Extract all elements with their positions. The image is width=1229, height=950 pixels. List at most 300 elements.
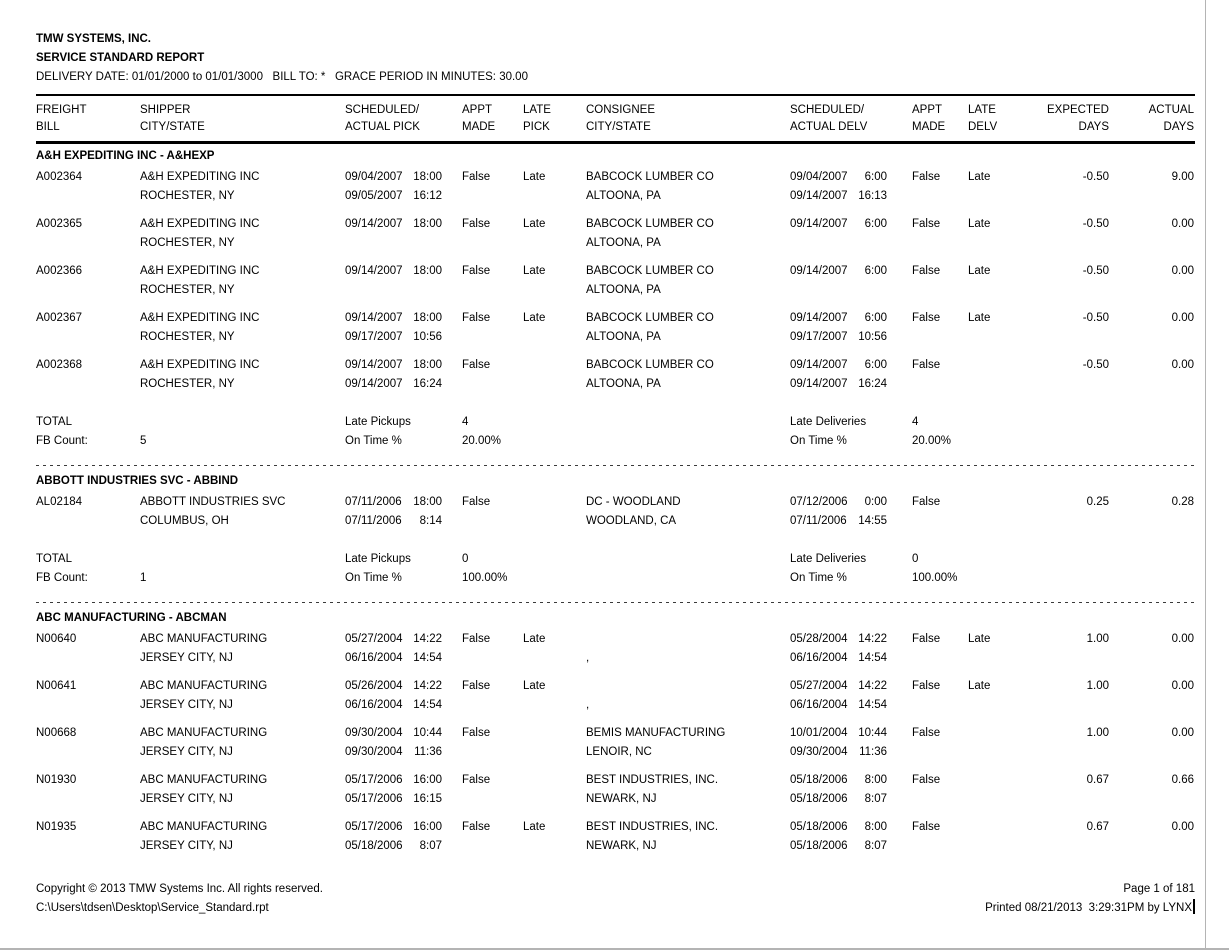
time-value: 16:24: [413, 378, 442, 390]
late-delv-cell: [968, 215, 1030, 253]
expected-days: 0.67: [1086, 774, 1109, 786]
delv-appt-made: False: [912, 496, 941, 508]
pick-dates-cell: [345, 677, 462, 715]
time-value: 16:13: [858, 190, 887, 202]
blank: [1030, 837, 1109, 856]
report-body: [36, 148, 1195, 856]
scheduled-delv: [790, 818, 912, 837]
expected-days: 1.00: [1086, 727, 1109, 739]
pick-dates-cell: [345, 818, 462, 856]
late-delv: Late: [968, 218, 991, 230]
scheduled-pick: [345, 168, 462, 187]
blank: [912, 743, 968, 762]
consignee-city-state: LENOIR, NC: [586, 746, 652, 758]
delv-on-time-label: On Time %: [790, 435, 847, 447]
time-value: 14:54: [413, 699, 442, 711]
page-number: Page 1 of 181: [1123, 883, 1195, 895]
date-value: 10/01/2004: [790, 727, 848, 739]
actual-delv: [790, 187, 912, 206]
actual-days: 0.00: [1171, 727, 1194, 739]
blank: [968, 187, 1030, 206]
actual-pick: [345, 512, 462, 531]
table-row: [36, 493, 1195, 531]
blank: [912, 187, 968, 206]
shipper-name: A&H EXPEDITING INC: [140, 265, 260, 277]
freight-bill-cell: [36, 630, 140, 668]
column-header-3: [345, 102, 462, 136]
pick-appt-made: False: [462, 312, 491, 324]
pick-on-time-label: On Time %: [345, 572, 402, 584]
actual-days: 0.28: [1171, 496, 1194, 508]
time-value: 14:54: [858, 699, 887, 711]
actual-pick: [345, 743, 462, 762]
column-header-line2: CITY/STATE: [586, 121, 651, 133]
actual-pick: [345, 696, 462, 715]
blank: [523, 837, 586, 856]
consignee-city-state: ALTOONA, PA: [586, 284, 661, 296]
late-delv: Late: [968, 265, 991, 277]
blank: [968, 790, 1030, 809]
table-row: [36, 771, 1195, 809]
blank: [912, 375, 968, 394]
column-header-2: [140, 102, 345, 136]
blank: [36, 375, 140, 394]
shipper-name: ABC MANUFACTURING: [140, 821, 268, 833]
actual-delv: [790, 328, 912, 347]
consignee-cell: [586, 309, 790, 347]
freight-bill-cell: [36, 215, 140, 253]
late-delv-cell: [968, 771, 1030, 809]
freight-bill: A002366: [36, 265, 83, 277]
freight-bill: N00640: [36, 633, 77, 645]
table-row: [36, 356, 1195, 394]
time-value: 8:00: [864, 774, 887, 786]
blank: [912, 328, 968, 347]
time-value: 14:54: [858, 652, 887, 664]
blank: [1030, 743, 1109, 762]
actual-days-cell: [1110, 493, 1195, 531]
blank: [968, 281, 1030, 300]
late-delv: Late: [968, 680, 991, 692]
blank: [462, 649, 523, 668]
fb-count-value: 5: [140, 435, 147, 447]
expected-days: 1.00: [1086, 680, 1109, 692]
delv-dates-cell: [790, 493, 912, 531]
shipper-name: ABBOTT INDUSTRIES SVC: [140, 496, 286, 508]
column-header-line1: SCHEDULED/: [790, 104, 865, 116]
shipper-cell: [140, 309, 345, 347]
time-value: 16:12: [413, 190, 442, 202]
page-edge-right: [1205, 0, 1206, 950]
late-delv-cell: [968, 677, 1030, 715]
actual-days-cell: [1110, 168, 1195, 206]
actual-pick: [345, 649, 462, 668]
expected-days-cell: [1030, 215, 1110, 253]
scheduled-delv: [790, 771, 912, 790]
column-header-line1: ACTUAL: [1148, 104, 1194, 116]
shipper-cell: [140, 493, 345, 531]
actual-days-cell: [1110, 630, 1195, 668]
blank: [1030, 512, 1109, 531]
blank: [1110, 790, 1194, 809]
group-divider: [36, 465, 1195, 466]
consignee-name: DC - WOODLAND: [586, 496, 681, 508]
footer-right: [985, 880, 1195, 918]
date-value: 06/16/2004: [345, 652, 403, 664]
column-header-line2: DAYS: [1163, 121, 1194, 133]
blank: [36, 328, 140, 347]
date-value: 07/11/2006: [345, 496, 402, 508]
actual-delv: [790, 375, 912, 394]
column-header-5: [523, 102, 586, 136]
time-value: 6:00: [864, 218, 887, 230]
column-header-line1: LATE: [968, 104, 996, 116]
time-value: 18:00: [413, 312, 442, 324]
delv-appt-made: False: [912, 218, 941, 230]
expected-days-cell: [1030, 262, 1110, 300]
actual-days: 0.00: [1171, 680, 1194, 692]
total-label: TOTAL: [36, 416, 72, 428]
delv-appt-cell: [912, 215, 968, 253]
pick-appt-cell: [462, 630, 523, 668]
blank: [1030, 790, 1109, 809]
scheduled-pick: [345, 309, 462, 328]
blank: [1030, 328, 1109, 347]
shipper-cell: [140, 356, 345, 394]
blank: [968, 696, 1030, 715]
consignee-city-state: ALTOONA, PA: [586, 237, 661, 249]
consignee-cell: [586, 724, 790, 762]
late-delv: [968, 771, 1030, 790]
time-value: 0:00: [864, 496, 887, 508]
date-value: 09/14/2007: [790, 265, 848, 277]
consignee-name: BEST INDUSTRIES, INC.: [586, 774, 719, 786]
delv-appt-cell: [912, 771, 968, 809]
pick-appt-made: False: [462, 774, 491, 786]
table-row: [36, 309, 1195, 347]
delv-appt-cell: [912, 262, 968, 300]
date-value: 05/27/2004: [790, 680, 848, 692]
scheduled-delv: [790, 724, 912, 743]
time-value: 6:00: [864, 265, 887, 277]
column-header-9: [968, 102, 1030, 136]
consignee-cell: [586, 262, 790, 300]
time-value: 6:00: [864, 312, 887, 324]
column-header-line2: MADE: [462, 121, 496, 133]
delv-appt-cell: [912, 493, 968, 531]
late-delv: [968, 724, 1030, 743]
blank: [1110, 512, 1194, 531]
time-value: 18:00: [413, 265, 442, 277]
expected-days-cell: [1030, 818, 1110, 856]
pick-dates-cell: [345, 215, 462, 253]
date-value: 09/14/2007: [345, 218, 403, 230]
actual-days-cell: [1110, 818, 1195, 856]
scheduled-delv: [790, 493, 912, 512]
date-value: 09/04/2007: [790, 171, 848, 183]
late-delv-cell: [968, 724, 1030, 762]
actual-days-cell: [1110, 262, 1195, 300]
blank: [968, 837, 1030, 856]
time-value: 8:00: [864, 821, 887, 833]
group-header: A&H EXPEDITING INC - A&HEXP: [36, 150, 215, 162]
late-delv: Late: [968, 312, 991, 324]
group-total: [36, 413, 1195, 451]
time-value: 10:56: [413, 331, 442, 343]
late-delv-cell: [968, 168, 1030, 206]
freight-bill: A002364: [36, 171, 83, 183]
expected-days-cell: [1030, 493, 1110, 531]
time-value: 11:36: [414, 746, 442, 758]
scheduled-pick: [345, 356, 462, 375]
late-deliveries-label: Late Deliveries: [790, 553, 867, 565]
time-value: 16:00: [413, 774, 442, 786]
delv-appt-cell: [912, 818, 968, 856]
actual-pick: [345, 328, 462, 347]
fb-count-label: FB Count:: [36, 435, 88, 447]
late-pick: Late: [523, 265, 546, 277]
consignee-name: BABCOCK LUMBER CO: [586, 218, 714, 230]
actual-days: 9.00: [1171, 171, 1194, 183]
scheduled-delv: [790, 262, 912, 281]
column-header-line1: FREIGHT: [36, 104, 87, 116]
late-delv-cell: [968, 356, 1030, 394]
pick-on-time-value: 20.00%: [462, 435, 502, 447]
shipper-cell: [140, 168, 345, 206]
pick-dates-cell: [345, 630, 462, 668]
consignee-city-state: ALTOONA, PA: [586, 331, 661, 343]
blank: [1110, 375, 1194, 394]
late-pick-cell: [523, 818, 586, 856]
actual-delv: [790, 837, 912, 856]
actual-days-cell: [1110, 309, 1195, 347]
time-value: 14:22: [858, 633, 887, 645]
column-header-line2: DELV: [968, 121, 998, 133]
delv-appt-made: False: [912, 680, 941, 692]
actual-delv: [790, 649, 912, 668]
expected-days-cell: [1030, 168, 1110, 206]
actual-delv: [790, 512, 912, 531]
consignee-cell: [586, 677, 790, 715]
scheduled-delv: [790, 356, 912, 375]
blank: [36, 790, 140, 809]
time-value: 14:55: [858, 515, 887, 527]
time-value: 10:56: [858, 331, 887, 343]
table-row: [36, 215, 1195, 253]
delv-appt-made: False: [912, 821, 941, 833]
shipper-cell: [140, 215, 345, 253]
expected-days: 0.67: [1086, 821, 1109, 833]
actual-days-cell: [1110, 677, 1195, 715]
late-pickups-value: 0: [462, 553, 469, 565]
column-header-line1: SHIPPER: [140, 104, 191, 116]
fb-count-label: FB Count:: [36, 572, 88, 584]
delv-appt-cell: [912, 309, 968, 347]
blank: [968, 649, 1030, 668]
late-pick-cell: [523, 724, 586, 762]
pick-appt-made: False: [462, 680, 491, 692]
blank: [968, 743, 1030, 762]
date-value: 09/17/2007: [790, 331, 848, 343]
column-header-10: [1030, 102, 1110, 136]
delv-appt-cell: [912, 168, 968, 206]
group-header: ABC MANUFACTURING - ABCMAN: [36, 612, 227, 624]
pick-appt-cell: [462, 724, 523, 762]
delv-appt-made: False: [912, 265, 941, 277]
freight-bill-cell: [36, 771, 140, 809]
pick-appt-made: False: [462, 727, 491, 739]
time-value: 6:00: [864, 359, 887, 371]
blank: [523, 187, 586, 206]
pick-dates-cell: [345, 724, 462, 762]
blank: [912, 790, 968, 809]
blank: [1110, 743, 1194, 762]
blank: [1030, 187, 1109, 206]
time-value: 8:07: [864, 793, 887, 805]
column-header-line1: CONSIGNEE: [586, 104, 656, 116]
expected-days: -0.50: [1082, 359, 1109, 371]
blank: [462, 187, 523, 206]
time-value: 16:00: [413, 821, 442, 833]
freight-bill: A002367: [36, 312, 83, 324]
pick-appt-cell: [462, 771, 523, 809]
shipper-name: A&H EXPEDITING INC: [140, 218, 260, 230]
scheduled-pick: [345, 771, 462, 790]
delv-appt-made: False: [912, 774, 941, 786]
shipper-city-state: ROCHESTER, NY: [140, 284, 235, 296]
pick-dates-cell: [345, 168, 462, 206]
blank: [1030, 234, 1109, 253]
blank: [912, 512, 968, 531]
late-delv: [968, 818, 1030, 837]
blank: [462, 281, 523, 300]
freight-bill-cell: [36, 262, 140, 300]
copyright-text: Copyright © 2013 TMW Systems Inc. All rights reserved.: [36, 883, 323, 895]
date-value: 07/12/2006: [790, 496, 848, 508]
scheduled-delv: [790, 309, 912, 328]
shipper-city-state: JERSEY CITY, NJ: [140, 840, 233, 852]
late-pick-cell: [523, 493, 586, 531]
text-caret: [1193, 899, 1195, 914]
blank: [462, 512, 523, 531]
pick-appt-made: False: [462, 171, 491, 183]
expected-days-cell: [1030, 630, 1110, 668]
column-header-row: [36, 96, 1195, 141]
late-pickups-value: 4: [462, 416, 469, 428]
consignee-cell: [586, 493, 790, 531]
scheduled-pick: [345, 630, 462, 649]
consignee-cell: [586, 356, 790, 394]
pick-appt-made: False: [462, 633, 491, 645]
consignee-cell: [586, 215, 790, 253]
column-header-line2: DAYS: [1078, 121, 1109, 133]
scheduled-delv: [790, 168, 912, 187]
delv-dates-cell: [790, 215, 912, 253]
blank: [462, 790, 523, 809]
actual-delv: [790, 696, 912, 715]
pick-appt-made: False: [462, 359, 491, 371]
time-value: 6:00: [864, 171, 887, 183]
freight-bill: A002365: [36, 218, 83, 230]
pick-appt-cell: [462, 493, 523, 531]
date-value: 09/14/2007: [345, 312, 403, 324]
late-delv-cell: [968, 630, 1030, 668]
delv-appt-cell: [912, 630, 968, 668]
report-parameters: DELIVERY DATE: 01/01/2000 to 01/01/3000 BILL TO: * GRACE PERIOD IN MINUTES: 30.00: [36, 71, 528, 83]
late-pick: Late: [523, 633, 546, 645]
blank: [523, 512, 586, 531]
expected-days: 0.25: [1086, 496, 1109, 508]
consignee-city-state: ,: [586, 699, 590, 711]
consignee-name: BEMIS MANUFACTURING: [586, 727, 726, 739]
actual-delv: [790, 790, 912, 809]
time-value: 10:44: [858, 727, 887, 739]
actual-pick: [345, 375, 462, 394]
late-delv-cell: [968, 262, 1030, 300]
date-value: 09/30/2004: [345, 727, 403, 739]
blank: [1110, 649, 1194, 668]
date-value: 09/14/2007: [790, 190, 848, 202]
blank: [523, 328, 586, 347]
late-pick-cell: [523, 309, 586, 347]
time-value: 10:44: [413, 727, 442, 739]
column-header-line2: MADE: [912, 121, 946, 133]
time-value: 11:36: [859, 746, 887, 758]
time-value: 16:24: [858, 378, 887, 390]
freight-bill-cell: [36, 677, 140, 715]
actual-days-cell: [1110, 215, 1195, 253]
time-value: 8:14: [419, 515, 442, 527]
late-delv: Late: [968, 633, 991, 645]
scheduled-pick: [345, 724, 462, 743]
late-delv-cell: [968, 309, 1030, 347]
shipper-city-state: ROCHESTER, NY: [140, 190, 235, 202]
time-value: 8:07: [864, 840, 887, 852]
delv-dates-cell: [790, 630, 912, 668]
expected-days: -0.50: [1082, 218, 1109, 230]
shipper-city-state: JERSEY CITY, NJ: [140, 746, 233, 758]
actual-pick: [345, 234, 462, 253]
consignee-city-state: NEWARK, NJ: [586, 840, 657, 852]
blank: [36, 187, 140, 206]
blank: [968, 375, 1030, 394]
scheduled-delv: [790, 677, 912, 696]
pick-appt-cell: [462, 677, 523, 715]
blank: [462, 696, 523, 715]
shipper-cell: [140, 677, 345, 715]
shipper-name: ABC MANUFACTURING: [140, 680, 268, 692]
delv-appt-cell: [912, 724, 968, 762]
date-value: 09/14/2007: [345, 265, 403, 277]
date-value: 09/14/2007: [345, 359, 403, 371]
blank: [912, 649, 968, 668]
date-value: 05/18/2006: [790, 821, 848, 833]
delv-appt-made: False: [912, 633, 941, 645]
pick-appt-made: False: [462, 218, 491, 230]
late-pick: Late: [523, 821, 546, 833]
delv-appt-made: False: [912, 171, 941, 183]
scheduled-pick: [345, 493, 462, 512]
delv-appt-cell: [912, 677, 968, 715]
consignee-city-state: WOODLAND, CA: [586, 515, 677, 527]
blank: [523, 790, 586, 809]
scheduled-pick: [345, 818, 462, 837]
time-value: 14:54: [413, 652, 442, 664]
delv-dates-cell: [790, 677, 912, 715]
blank: [36, 743, 140, 762]
expected-days-cell: [1030, 771, 1110, 809]
pick-appt-cell: [462, 356, 523, 394]
